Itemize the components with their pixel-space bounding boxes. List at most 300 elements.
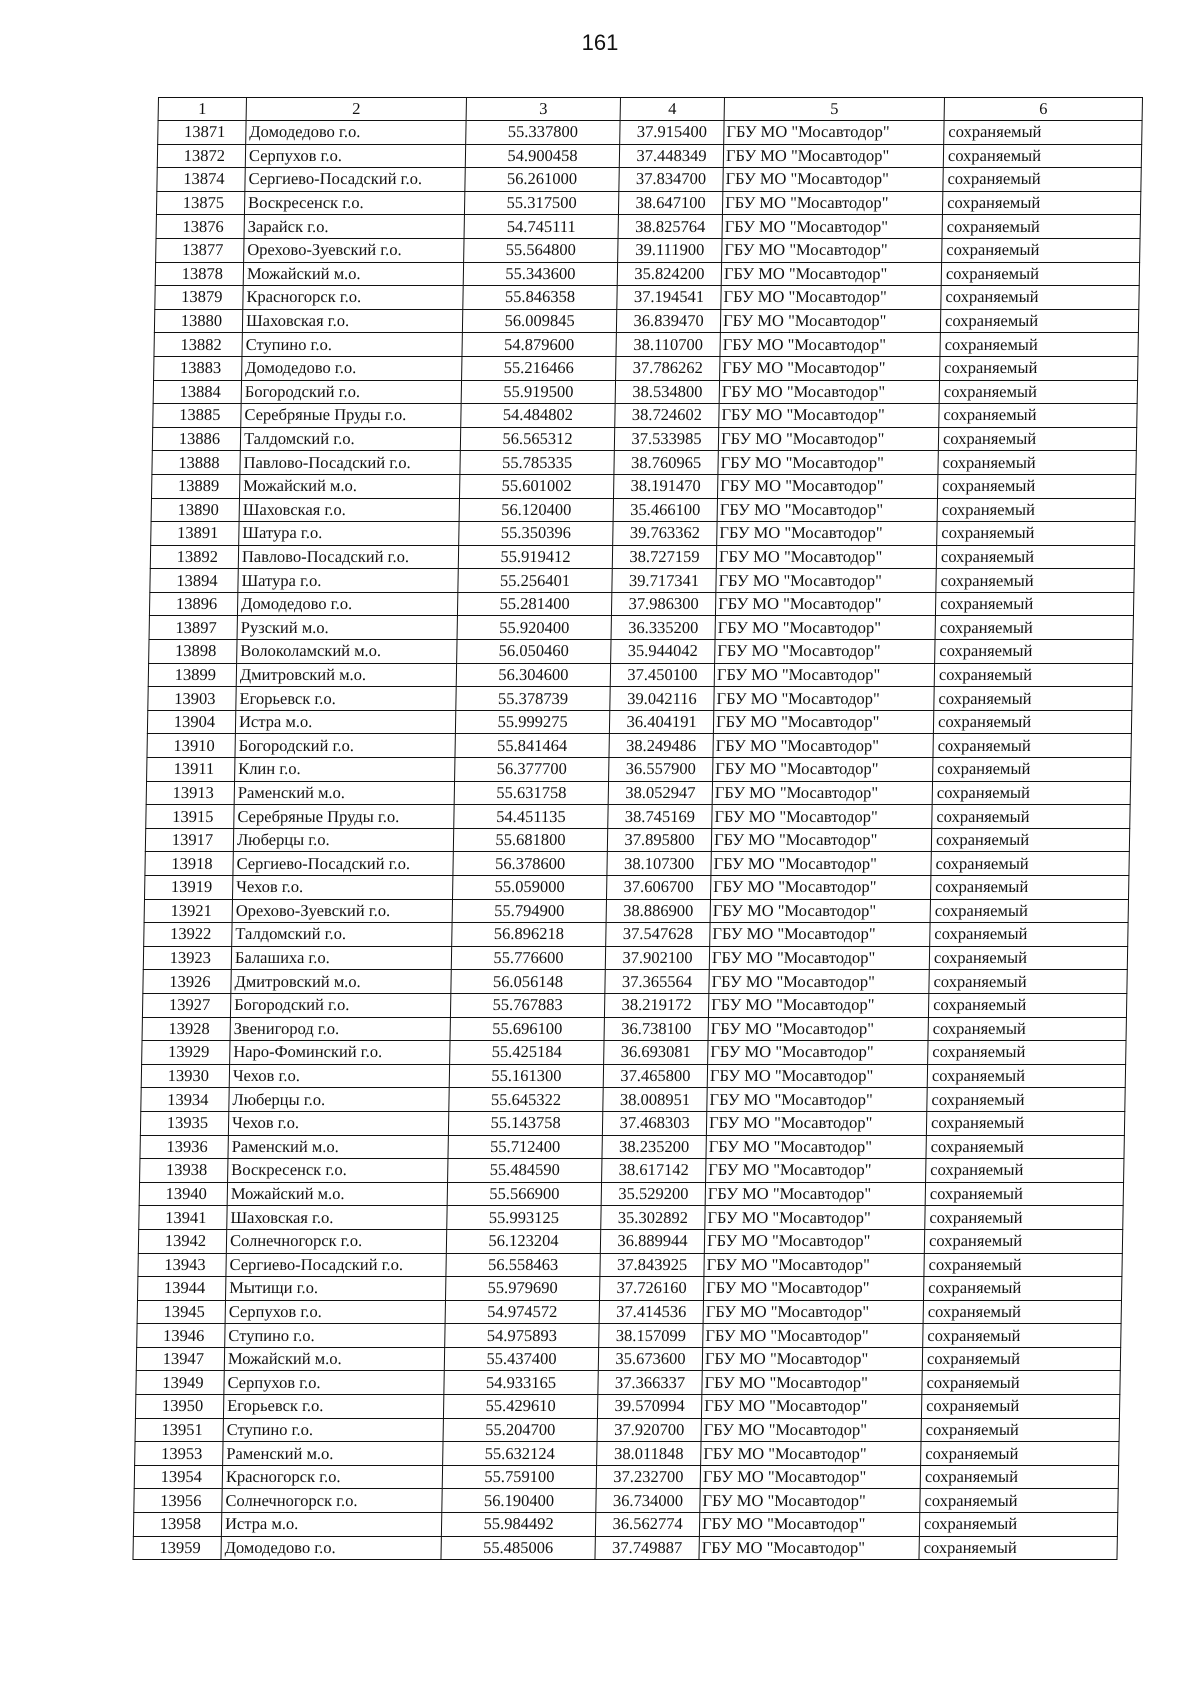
table-cell-col-3: 56.190400: [442, 1489, 596, 1513]
table-cell-col-5: ГБУ МО "Мосавтодор": [707, 1088, 927, 1112]
table-cell-col-6: сохраняемый: [922, 1347, 1120, 1371]
table-cell-col-6: сохраняемый: [933, 758, 1131, 782]
table-row: [144, 876, 1128, 900]
table-cell-col-3: 55.378739: [456, 687, 610, 711]
table-cell-col-5: ГБУ МО "Мосавтодор": [712, 781, 932, 805]
table-cell-col-5: ГБУ МО "Мосавтодор": [714, 663, 934, 687]
table-cell-col-5: ГБУ МО "Мосавтодор": [702, 1347, 922, 1371]
table-cell-col-1: 13888: [152, 451, 240, 475]
table-cell-col-3: 55.281400: [457, 592, 611, 616]
table-cell-col-5: ГБУ МО "Мосавтодор": [700, 1489, 920, 1513]
table-cell-col-1: 13930: [141, 1064, 229, 1088]
table-cell-col-5: ГБУ МО "Мосавтодор": [717, 498, 937, 522]
table-cell-col-2: Рузский м.о.: [237, 616, 457, 640]
column-header-3: 3: [466, 98, 620, 121]
table-cell-col-5: ГБУ МО "Мосавтодор": [707, 1064, 927, 1088]
table-cell-col-3: 54.451135: [454, 805, 608, 829]
table-row: [155, 262, 1139, 286]
table-row: [152, 427, 1136, 451]
table-cell-col-6: сохраняемый: [928, 1041, 1126, 1065]
table-row: [136, 1347, 1120, 1371]
table-cell-col-1: 13936: [140, 1135, 228, 1159]
table-cell-col-2: Можайский м.о.: [243, 262, 463, 286]
table-row: [145, 828, 1129, 852]
table-row: [144, 923, 1128, 947]
table-cell-col-3: 55.601002: [460, 474, 614, 498]
table-cell-col-5: ГБУ МО "Мосавтодор": [699, 1513, 919, 1537]
table-cell-col-4: 38.191470: [614, 474, 718, 498]
table-cell-col-1: 13956: [134, 1489, 222, 1513]
table-cell-col-5: ГБУ МО "Мосавтодор": [715, 640, 935, 664]
table-cell-col-5: ГБУ МО "Мосавтодор": [705, 1182, 925, 1206]
table-cell-col-4: 37.468303: [602, 1111, 706, 1135]
table-cell-col-2: Егорьевск г.о.: [223, 1395, 443, 1419]
table-cell-col-1: 13942: [138, 1229, 226, 1253]
table-cell-col-4: 37.547628: [606, 923, 710, 947]
table-cell-col-2: Красногорск г.о.: [243, 286, 463, 310]
table-cell-col-3: 54.975893: [445, 1324, 599, 1348]
table-row: [138, 1229, 1122, 1253]
table-row: [150, 569, 1134, 593]
table-cell-col-5: ГБУ МО "Мосавтодор": [723, 144, 943, 168]
table-cell-col-1: 13904: [147, 710, 235, 734]
table-cell-col-2: Истра м.о.: [221, 1513, 441, 1537]
table-cell-col-3: 55.979690: [445, 1277, 599, 1301]
table-cell-col-4: 38.157099: [599, 1324, 703, 1348]
table-cell-col-4: 37.915400: [620, 121, 724, 145]
table-row: [138, 1253, 1122, 1277]
table-cell-col-1: 13886: [152, 427, 240, 451]
table-cell-col-5: ГБУ МО "Мосавтодор": [710, 876, 930, 900]
table-cell-col-4: 36.738100: [604, 1017, 708, 1041]
table-cell-col-4: 39.763362: [613, 522, 717, 546]
table-cell-col-2: Раменский м.о.: [228, 1135, 448, 1159]
table-cell-col-4: 36.839470: [616, 309, 720, 333]
table-cell-col-2: Наро-Фоминский г.о.: [230, 1041, 450, 1065]
table-cell-col-2: Клин г.о.: [235, 758, 455, 782]
table-cell-col-3: 55.343600: [463, 262, 617, 286]
table-cell-col-6: сохраняемый: [919, 1536, 1117, 1560]
table-cell-col-3: 55.846358: [463, 286, 617, 310]
table-cell-col-4: 35.824200: [617, 262, 721, 286]
table-row: [156, 215, 1140, 239]
table-cell-col-1: 13883: [154, 356, 242, 380]
table-cell-col-3: 55.566900: [447, 1182, 601, 1206]
table-cell-col-2: Чехов г.о.: [232, 876, 452, 900]
table-cell-col-1: 13935: [140, 1111, 228, 1135]
table-cell-col-1: 13944: [137, 1277, 225, 1301]
table-row: [141, 1088, 1125, 1112]
table-cell-col-3: 55.984492: [441, 1513, 595, 1537]
table-cell-col-4: 37.450100: [610, 663, 714, 687]
table-cell-col-3: 55.564800: [464, 238, 618, 262]
table-cell-col-1: 13918: [145, 852, 233, 876]
table-cell-col-1: 13950: [135, 1395, 223, 1419]
table-cell-col-1: 13945: [137, 1300, 225, 1324]
table-cell-col-4: 37.902100: [605, 946, 709, 970]
table-cell-col-3: 55.999275: [455, 710, 609, 734]
table-cell-col-6: сохраняемый: [926, 1111, 1124, 1135]
table-cell-col-4: 37.749887: [595, 1536, 699, 1560]
table-cell-col-2: Шаховская г.о.: [239, 498, 459, 522]
table-cell-col-3: 55.429610: [443, 1395, 597, 1419]
table-cell-col-6: сохраняемый: [938, 451, 1136, 475]
table-cell-col-2: Солнечногорск г.о.: [222, 1489, 442, 1513]
table-cell-col-2: Сергиево-Посадский г.о.: [226, 1253, 446, 1277]
table-cell-col-1: 13894: [150, 569, 238, 593]
table-cell-col-2: Раменский м.о.: [223, 1442, 443, 1466]
table-cell-col-4: 37.606700: [606, 876, 710, 900]
table-cell-col-2: Люберцы г.о.: [233, 828, 453, 852]
table-cell-col-4: 39.111900: [618, 238, 722, 262]
table-cell-col-1: 13921: [144, 899, 232, 923]
table-cell-col-6: сохраняемый: [925, 1206, 1123, 1230]
table-cell-col-1: 13913: [146, 781, 234, 805]
table-cell-col-6: сохраняемый: [932, 781, 1130, 805]
table-cell-col-2: Мытищи г.о.: [225, 1277, 445, 1301]
table-cell-col-4: 38.008951: [603, 1088, 707, 1112]
table-cell-col-2: Сергиево-Посадский г.о.: [233, 852, 453, 876]
table-row: [141, 1064, 1125, 1088]
table-cell-col-6: сохраняемый: [927, 1088, 1125, 1112]
table-cell-col-1: 13954: [134, 1465, 222, 1489]
table-row: [157, 144, 1141, 168]
table-row: [147, 710, 1131, 734]
table-cell-col-6: сохраняемый: [938, 427, 1136, 451]
table-cell-col-5: ГБУ МО "Мосавтодор": [700, 1465, 920, 1489]
table-cell-col-4: 39.042116: [610, 687, 714, 711]
table-cell-col-6: сохраняемый: [940, 309, 1138, 333]
table-cell-col-3: 55.919412: [458, 545, 612, 569]
table-cell-col-5: ГБУ МО "Мосавтодор": [720, 356, 940, 380]
table-cell-col-2: Красногорск г.о.: [222, 1465, 442, 1489]
table-row: [154, 309, 1138, 333]
table-cell-col-3: 56.261000: [465, 168, 619, 192]
table-cell-col-6: сохраняемый: [942, 215, 1140, 239]
table-cell-col-1: 13898: [149, 640, 237, 664]
table-cell-col-2: Серпухов г.о.: [224, 1371, 444, 1395]
table-cell-col-4: 35.944042: [611, 640, 715, 664]
table-cell-col-4: 37.365564: [605, 970, 709, 994]
table-cell-col-4: 37.232700: [596, 1465, 700, 1489]
table-cell-col-3: 55.712400: [448, 1135, 602, 1159]
table-cell-col-1: 13903: [148, 687, 236, 711]
table-cell-col-5: ГБУ МО "Мосавтодор": [722, 191, 942, 215]
table-cell-col-1: 13874: [157, 168, 245, 192]
table-row: [133, 1536, 1117, 1560]
table-cell-col-4: 36.404191: [609, 710, 713, 734]
table-cell-col-1: 13938: [140, 1159, 228, 1183]
table-cell-col-1: 13934: [141, 1088, 229, 1112]
table-cell-col-6: сохраняемый: [930, 923, 1128, 947]
table-cell-col-6: сохраняемый: [938, 474, 1136, 498]
table-cell-col-1: 13946: [137, 1324, 225, 1348]
table-row: [137, 1277, 1121, 1301]
table-cell-col-6: сохраняемый: [928, 1017, 1126, 1041]
table-row: [158, 121, 1142, 145]
table-row: [140, 1111, 1124, 1135]
table-cell-col-2: Истра м.о.: [235, 710, 455, 734]
table-cell-col-2: Ступино г.о.: [225, 1324, 445, 1348]
table-cell-col-5: ГБУ МО "Мосавтодор": [704, 1229, 924, 1253]
table-row: [143, 970, 1127, 994]
table-row: [140, 1159, 1124, 1183]
table-cell-col-2: Домодедово г.о.: [221, 1536, 441, 1560]
table-row: [150, 545, 1134, 569]
table-cell-col-3: 56.056148: [451, 970, 605, 994]
table-cell-col-5: ГБУ МО "Мосавтодор": [720, 309, 940, 333]
table-cell-col-6: сохраняемый: [933, 734, 1131, 758]
table-row: [152, 474, 1136, 498]
table-cell-col-4: 36.693081: [604, 1041, 708, 1065]
table-cell-col-4: 38.760965: [614, 451, 718, 475]
table-cell-col-5: ГБУ МО "Мосавтодор": [701, 1418, 921, 1442]
table-cell-col-5: ГБУ МО "Мосавтодор": [721, 286, 941, 310]
table-cell-col-6: сохраняемый: [935, 616, 1133, 640]
column-header-6: 6: [944, 98, 1142, 121]
table-cell-col-5: ГБУ МО "Мосавтодор": [708, 993, 928, 1017]
table-cell-col-6: сохраняемый: [939, 404, 1137, 428]
table-cell-col-6: сохраняемый: [924, 1229, 1122, 1253]
table-cell-col-4: 38.249486: [609, 734, 713, 758]
table-cell-col-6: сохраняемый: [923, 1277, 1121, 1301]
table-cell-col-4: 37.920700: [597, 1418, 701, 1442]
table-row: [147, 758, 1131, 782]
table-cell-col-4: 37.465800: [603, 1064, 707, 1088]
table-cell-col-5: ГБУ МО "Мосавтодор": [706, 1159, 926, 1183]
table-cell-col-6: сохраняемый: [927, 1064, 1125, 1088]
table-cell-col-6: сохраняемый: [931, 828, 1129, 852]
table-cell-col-4: 37.448349: [619, 144, 723, 168]
table-cell-col-6: сохраняемый: [934, 687, 1132, 711]
table-cell-col-5: ГБУ МО "Мосавтодор": [718, 474, 938, 498]
table-cell-col-5: ГБУ МО "Мосавтодор": [716, 545, 936, 569]
table-row: [142, 993, 1126, 1017]
table-cell-col-3: 55.143758: [448, 1111, 602, 1135]
table-cell-col-5: ГБУ МО "Мосавтодор": [702, 1371, 922, 1395]
table-row: [152, 451, 1136, 475]
table-cell-col-5: ГБУ МО "Мосавтодор": [709, 946, 929, 970]
table-cell-col-6: сохраняемый: [944, 121, 1142, 145]
table-cell-col-2: Чехов г.о.: [229, 1064, 449, 1088]
table-cell-col-2: Дмитровский м.о.: [231, 970, 451, 994]
table-cell-col-6: сохраняемый: [936, 545, 1134, 569]
table-cell-col-6: сохраняемый: [935, 640, 1133, 664]
table-cell-col-4: 37.895800: [607, 828, 711, 852]
table-cell-col-5: ГБУ МО "Мосавтодор": [711, 852, 931, 876]
table-cell-col-6: сохраняемый: [923, 1300, 1121, 1324]
table-cell-col-6: сохраняемый: [940, 333, 1138, 357]
table-cell-col-2: Богородский г.о.: [235, 734, 455, 758]
table-cell-col-5: ГБУ МО "Мосавтодор": [703, 1277, 923, 1301]
page-number: 161: [581, 30, 619, 55]
table-cell-col-3: 55.919500: [461, 380, 615, 404]
table-cell-col-6: сохраняемый: [928, 993, 1126, 1017]
table-cell-col-5: ГБУ МО "Мосавтодор": [721, 262, 941, 286]
table-cell-col-2: Шаховская г.о.: [242, 309, 462, 333]
table-cell-col-2: Воскресенск г.о.: [228, 1159, 448, 1183]
table-cell-col-1: 13943: [138, 1253, 226, 1277]
column-header-4: 4: [620, 98, 724, 121]
table-cell-col-4: 35.529200: [601, 1182, 705, 1206]
table-cell-col-2: Павлово-Посадский г.о.: [240, 451, 460, 475]
table-cell-col-2: Балашиха г.о.: [231, 946, 451, 970]
table-cell-col-5: ГБУ МО "Мосавтодор": [711, 828, 931, 852]
table-cell-col-2: Богородский г.о.: [230, 993, 450, 1017]
table-cell-col-4: 38.617142: [602, 1159, 706, 1183]
table-cell-col-1: 13922: [144, 923, 232, 947]
table-cell-col-5: ГБУ МО "Мосавтодор": [720, 333, 940, 357]
table-cell-col-6: сохраняемый: [941, 286, 1139, 310]
table-cell-col-2: Можайский м.о.: [240, 474, 460, 498]
table-cell-col-1: 13884: [153, 380, 241, 404]
table-cell-col-2: Шатура г.о.: [239, 522, 459, 546]
table-cell-col-4: 37.414536: [599, 1300, 703, 1324]
table-cell-col-5: ГБУ МО "Мосавтодор": [703, 1324, 923, 1348]
table-cell-col-6: сохраняемый: [936, 569, 1134, 593]
table-cell-col-3: 56.304600: [456, 663, 610, 687]
table-row: [147, 734, 1131, 758]
table-cell-col-4: 36.889944: [600, 1229, 704, 1253]
table-cell-col-1: 13958: [133, 1513, 221, 1537]
table-row: [134, 1465, 1118, 1489]
table-cell-col-1: 13941: [139, 1206, 227, 1230]
table-cell-col-1: 13940: [139, 1182, 227, 1206]
table-cell-col-3: 55.767883: [450, 993, 604, 1017]
table-row: [156, 238, 1140, 262]
table-cell-col-4: 38.534800: [615, 380, 719, 404]
table-cell-col-3: 56.565312: [460, 427, 614, 451]
table-cell-col-4: 37.834700: [619, 168, 723, 192]
table-row: [148, 687, 1132, 711]
table-cell-col-4: 38.647100: [618, 191, 722, 215]
table-row: [144, 899, 1128, 923]
table-cell-col-5: ГБУ МО "Мосавтодор": [709, 970, 929, 994]
table-row: [149, 640, 1133, 664]
table-cell-col-4: 37.533985: [614, 427, 718, 451]
table-row: [134, 1489, 1118, 1513]
table-cell-col-6: сохраняемый: [929, 946, 1127, 970]
table-cell-col-2: Люберцы г.о.: [229, 1088, 449, 1112]
table-row: [153, 404, 1137, 428]
table-cell-col-3: 54.900458: [465, 144, 619, 168]
table-row: [142, 1017, 1126, 1041]
table-cell-col-3: 54.974572: [445, 1300, 599, 1324]
table-cell-col-3: 55.485006: [441, 1536, 595, 1560]
table-cell-col-3: 56.896218: [452, 923, 606, 947]
table-cell-col-2: Раменский м.о.: [234, 781, 454, 805]
table-cell-col-1: 13923: [143, 946, 231, 970]
table-cell-col-2: Домодедово г.о.: [242, 356, 462, 380]
table-cell-col-1: 13875: [156, 191, 244, 215]
table-cell-col-2: Павлово-Посадский г.о.: [238, 545, 458, 569]
table-cell-col-2: Сергиево-Посадский г.о.: [245, 168, 465, 192]
table-row: [137, 1324, 1121, 1348]
table-cell-col-4: 38.727159: [612, 545, 716, 569]
table-cell-col-5: ГБУ МО "Мосавтодор": [710, 899, 930, 923]
table-cell-col-1: 13949: [136, 1371, 224, 1395]
table-cell-col-4: 38.886900: [606, 899, 710, 923]
table-cell-col-6: сохраняемый: [937, 498, 1135, 522]
column-header-2: 2: [246, 98, 466, 121]
table-row: [137, 1300, 1121, 1324]
table-cell-col-5: ГБУ МО "Мосавтодор": [718, 427, 938, 451]
table-cell-col-3: 56.009845: [462, 309, 616, 333]
table-cell-col-6: сохраняемый: [921, 1418, 1119, 1442]
table-row: [151, 498, 1135, 522]
table-cell-col-3: 55.631758: [454, 781, 608, 805]
table-cell-col-3: 55.920400: [457, 616, 611, 640]
table-cell-col-4: 38.219172: [604, 993, 708, 1017]
table-cell-col-6: сохраняемый: [934, 663, 1132, 687]
table-cell-col-6: сохраняемый: [941, 262, 1139, 286]
table-cell-col-1: 13929: [142, 1041, 230, 1065]
table-cell-col-3: 56.123204: [446, 1229, 600, 1253]
table-row: [140, 1135, 1124, 1159]
table-cell-col-5: ГБУ МО "Мосавтодор": [704, 1253, 924, 1277]
table-cell-col-3: 54.745111: [464, 215, 618, 239]
table-cell-col-6: сохраняемый: [930, 876, 1128, 900]
table-cell-col-5: ГБУ МО "Мосавтодор": [701, 1442, 921, 1466]
table-cell-col-1: 13872: [157, 144, 245, 168]
table-cell-col-2: Чехов г.о.: [228, 1111, 448, 1135]
table-cell-col-1: 13896: [149, 592, 237, 616]
table-cell-col-5: ГБУ МО "Мосавтодор": [719, 380, 939, 404]
table-row: [155, 286, 1139, 310]
table-row: [135, 1395, 1119, 1419]
table-cell-col-1: 13899: [148, 663, 236, 687]
table-cell-col-4: 35.673600: [598, 1347, 702, 1371]
table-cell-col-5: ГБУ МО "Мосавтодор": [706, 1135, 926, 1159]
table-cell-col-6: сохраняемый: [935, 592, 1133, 616]
table-cell-col-1: 13889: [152, 474, 240, 498]
table-cell-col-5: ГБУ МО "Мосавтодор": [715, 616, 935, 640]
table-row: [143, 946, 1127, 970]
table-cell-col-2: Звенигород г.о.: [230, 1017, 450, 1041]
table-cell-col-3: 54.933165: [444, 1371, 598, 1395]
table-cell-col-6: сохраняемый: [926, 1159, 1124, 1183]
table-row: [157, 168, 1141, 192]
table-cell-col-5: ГБУ МО "Мосавтодор": [718, 451, 938, 475]
table-cell-col-1: 13880: [154, 309, 242, 333]
table-row: [146, 805, 1130, 829]
table-cell-col-3: 55.204700: [443, 1418, 597, 1442]
table-cell-col-4: 37.194541: [617, 286, 721, 310]
table-cell-col-5: ГБУ МО "Мосавтодор": [722, 238, 942, 262]
table-cell-col-2: Воскресенск г.о.: [244, 191, 464, 215]
table-cell-col-3: 55.841464: [455, 734, 609, 758]
table-cell-col-5: ГБУ МО "Мосавтодор": [713, 734, 933, 758]
table-cell-col-1: 13891: [151, 522, 239, 546]
table-cell-col-1: 13892: [150, 545, 238, 569]
table-cell-col-4: 36.562774: [595, 1513, 699, 1537]
table-cell-col-4: 39.570994: [597, 1395, 701, 1419]
table-row: [136, 1371, 1120, 1395]
table-cell-col-6: сохраняемый: [929, 970, 1127, 994]
table-cell-col-1: 13959: [133, 1536, 221, 1560]
table-cell-col-5: ГБУ МО "Мосавтодор": [713, 710, 933, 734]
table-cell-col-3: 55.337800: [466, 121, 620, 145]
table-cell-col-2: Шатура г.о.: [238, 569, 458, 593]
table-row: [149, 616, 1133, 640]
table-cell-col-5: ГБУ МО "Мосавтодор": [723, 168, 943, 192]
table-cell-col-1: 13882: [154, 333, 242, 357]
table-cell-col-1: 13876: [156, 215, 244, 239]
table-cell-col-6: сохраняемый: [932, 805, 1130, 829]
table-cell-col-1: 13879: [155, 286, 243, 310]
table-row: [153, 380, 1137, 404]
table-row: [135, 1442, 1119, 1466]
